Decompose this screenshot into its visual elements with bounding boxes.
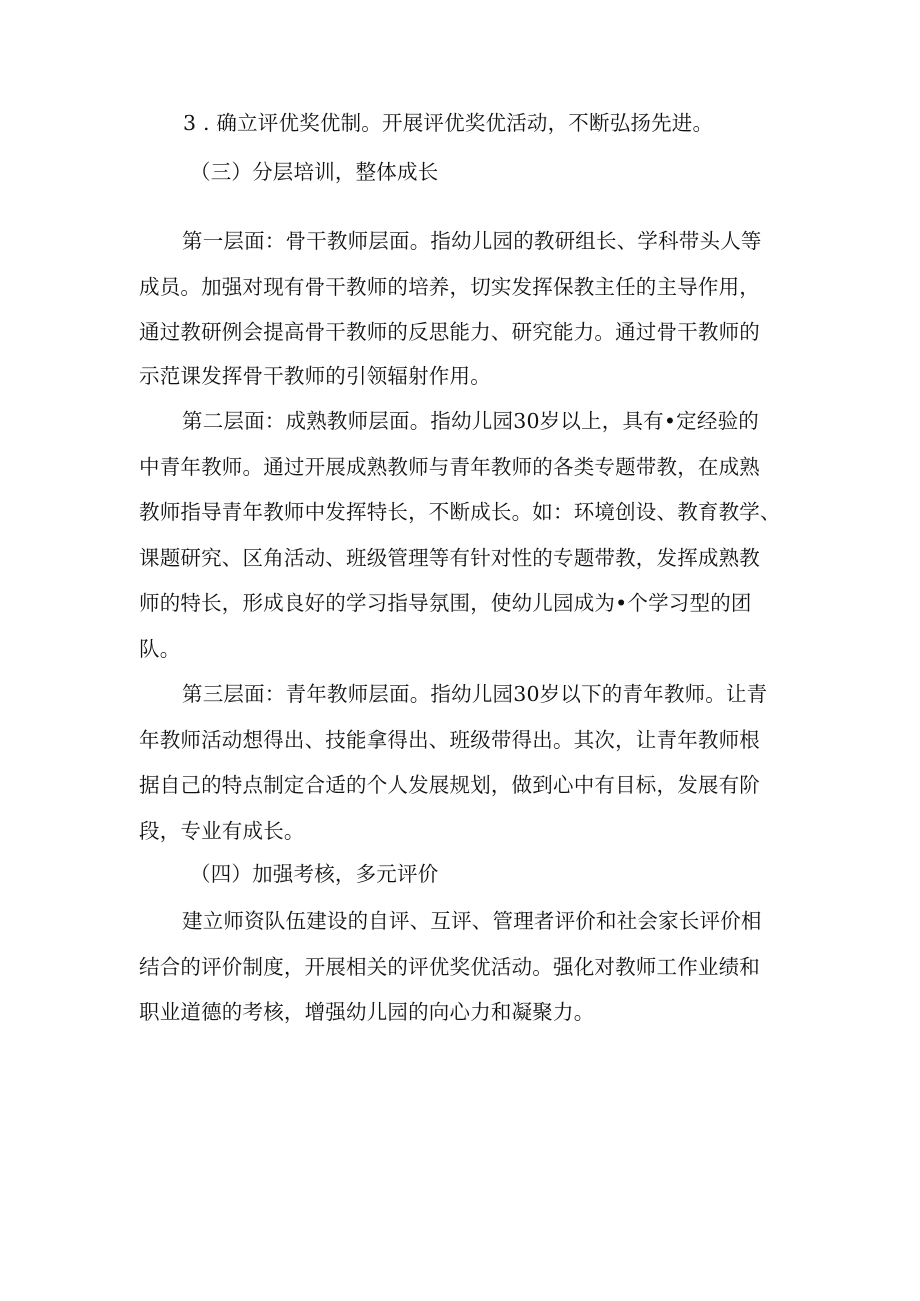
paragraph-line: 建立师资队伍建设的自评、互评、管理者评价和社会家长评价相 [182, 909, 762, 933]
paragraph-line: 年教师活动想得出、技能拿得出、班级带得出。其次，让青年教师根 [139, 728, 760, 752]
paragraph-line: 职业道德的考核，增强幼儿园的向心力和凝聚力。 [139, 1000, 595, 1024]
paragraph-line: 课题研究、区角活动、班级管理等有针对性的专题带教，发挥成熟教 [139, 546, 760, 570]
paragraph-line: 结合的评价制度，开展相关的评优奖优活动。强化对教师工作业绩和 [139, 955, 760, 979]
paragraph-line: 第二层面：成熟教师层面。指幼儿园30岁以上，具有•定经验的 [182, 409, 759, 433]
paragraph-line: 段，专业有成长。 [139, 819, 305, 843]
section-4-heading: （四）加强考核，多元评价 [190, 862, 439, 886]
paragraph-line: 成员。加强对现有骨干教师的培养，切实发挥保教主任的主导作用， [139, 275, 760, 299]
paragraph-line: 第一层面：骨干教师层面。指幼儿园的教研组长、学科带头人等 [182, 229, 762, 253]
paragraph-line: 教师指导青年教师中发挥特长，不断成长。如：环境创设、教育教学、 [139, 500, 781, 524]
section-3-heading: （三）分层培训，整体成长 [190, 160, 439, 184]
paragraph-line: 通过教研例会提高骨干教师的反思能力、研究能力。通过骨干教师的 [139, 320, 760, 344]
paragraph-line: 示范课发挥骨干教师的引领辐射作用。 [139, 364, 491, 388]
paragraph-line: 师的特长，形成良好的学习指导氛围，使幼儿园成为•个学习型的团 [139, 591, 752, 615]
item-3-heading: 3 . 确立评优奖优制。开展评优奖优活动，不断弘扬先进。 [183, 111, 714, 135]
paragraph-line: 中青年教师。通过开展成熟教师与青年教师的各类专题带教，在成熟 [139, 455, 760, 479]
paragraph-line: 队。 [139, 637, 181, 661]
paragraph-line: 第三层面：青年教师层面。指幼儿园30岁以下的青年教师。让青 [182, 682, 768, 706]
paragraph-line: 据自己的特点制定合适的个人发展规划，做到心中有目标，发展有阶 [139, 773, 760, 797]
